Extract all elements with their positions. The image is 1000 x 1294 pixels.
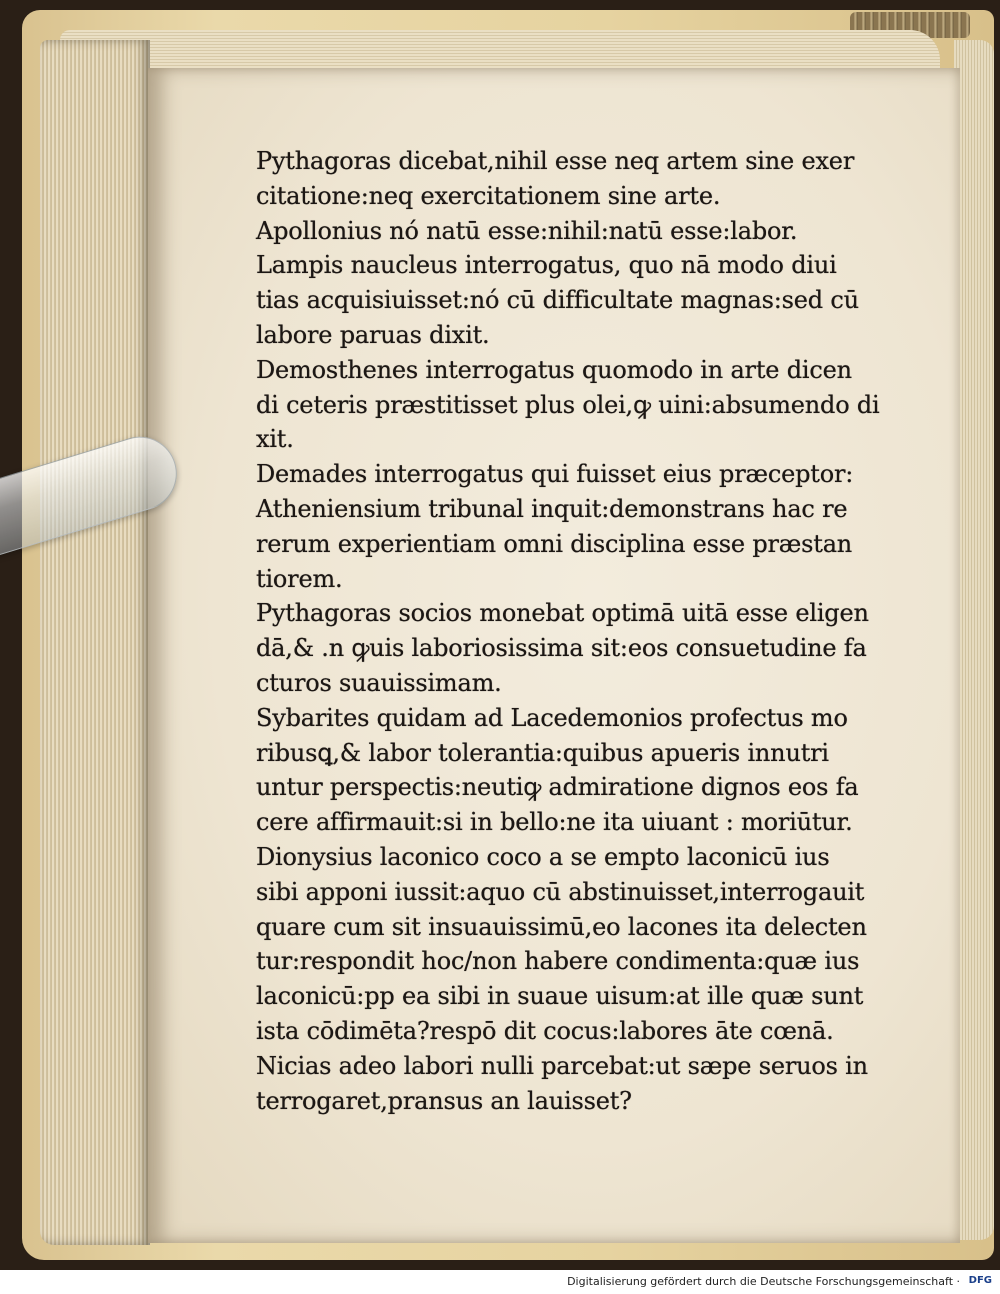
- text-line: cere affirmauit:si in bello:ne ita uiuant : moriūtur.: [256, 808, 853, 837]
- text-line: tur:respondit hoc/non habere condimenta:quæ ius: [256, 947, 860, 976]
- text-line: laconicū:pp ea sibi in suaue uisum:at ille quæ sunt: [256, 982, 864, 1011]
- text-line: xit.: [256, 425, 294, 454]
- text-line: Demosthenes interrogatus quomodo in arte dicen: [256, 355, 852, 384]
- right-page-edges: [954, 40, 994, 1240]
- text-line: Dionysius laconico coco a se empto laconicū ius: [256, 842, 830, 871]
- text-line: Pythagoras socios monebat optimā uitā esse eligen: [256, 599, 869, 628]
- top-page-edges: [60, 30, 940, 70]
- text-line: Demades interrogatus qui fuisset eius præceptor:: [256, 460, 854, 489]
- text-line: ista cōdimēta?respō dit cocus:labores āte cœnā.: [256, 1016, 834, 1045]
- text-line: di ceteris præstitisset plus olei,ꝙ uini:absumendo di: [256, 390, 880, 419]
- text-line: cturos suauissimam.: [256, 668, 502, 697]
- text-line: citatione:neq exercitationem sine arte.: [256, 181, 721, 210]
- text-line: Apollonius nó natū esse:nihil:natū esse:labor.: [256, 216, 798, 245]
- text-line: untur perspectis:neutiꝙ admiratione dignos eos fa: [256, 773, 859, 802]
- text-line: Sybarites quidam ad Lacedemonios profectus mo: [256, 703, 848, 732]
- page-text-block: [256, 144, 936, 1118]
- footer-bar: [0, 1270, 1000, 1294]
- text-line: labore paruas dixit.: [256, 320, 490, 349]
- text-line: sibi apponi iussit:aquo cū abstinuisset,interrogauit: [256, 877, 865, 906]
- dfg-logo: DFG: [968, 1275, 992, 1286]
- text-line: Pythagoras dicebat,nihil esse neq artem sine exer: [256, 147, 855, 175]
- page-stack-edges: [40, 40, 150, 1245]
- text-line: Lampis naucleus interrogatus, quo nā modo diui: [256, 251, 837, 280]
- text-line: tiorem.: [256, 564, 343, 593]
- text-line: dā,& .n ꝙuis laboriosissima sit:eos consuetudine fa: [256, 634, 867, 663]
- text-line: ribusꝗ,& labor tolerantia:quibus apueris innutri: [256, 738, 829, 767]
- text-line: Atheniensium tribunal inquit:demonstrans hac re: [256, 494, 848, 523]
- funding-credit: Digitalisierung gefördert durch die Deutsche Forschungsgemeinschaft ·: [567, 1275, 960, 1288]
- text-line: quare cum sit insuauissimū,eo lacones ita delecten: [256, 912, 867, 941]
- text-line: tias acquisiuisset:nó cū difficultate magnas:sed cū: [256, 286, 859, 315]
- book-page: [148, 68, 960, 1243]
- text-line: rerum experientiam omni disciplina esse præstan: [256, 529, 853, 558]
- text-line: Nicias adeo labori nulli parcebat:ut sæpe seruos in: [256, 1051, 868, 1080]
- text-line: terrogaret,pransus an lauisset?: [256, 1086, 632, 1115]
